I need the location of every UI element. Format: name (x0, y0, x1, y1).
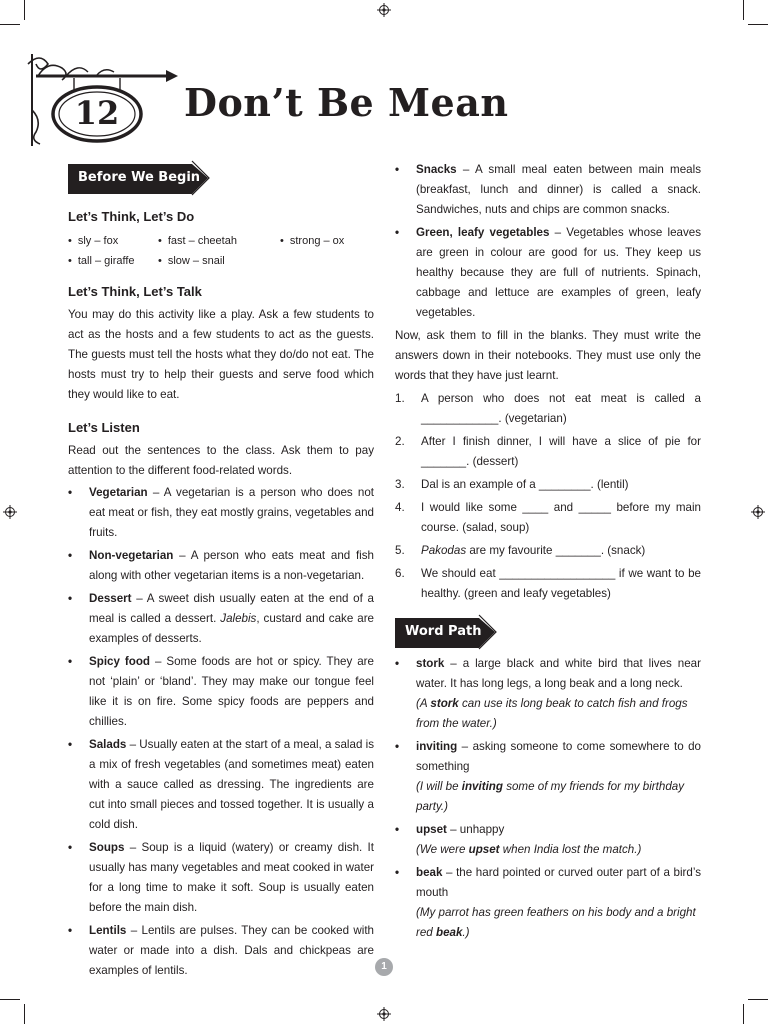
definition: – the hard pointed or curved outer part of a bird’s mouth (416, 866, 701, 899)
word: inviting (416, 740, 458, 753)
vocabulary-list (68, 483, 374, 981)
term: Non-vegetarian (89, 549, 174, 562)
crop-mark (748, 24, 768, 25)
list-item (395, 160, 701, 220)
list-item: • sly – fox (68, 231, 158, 251)
list-item: • fast – cheetah (158, 231, 280, 251)
question-item (395, 564, 701, 604)
question-text: are my favourite _______. (snack) (466, 544, 646, 557)
example-text: can use its long beak to catch fish and frogs from the water.) (416, 697, 688, 730)
definition: – A vegetarian is a person who does not eat meat or fish, they eat mostly grains, vegetables and fruits. (89, 486, 374, 539)
term: Snacks (416, 163, 457, 176)
definition: , custard and cake are examples of desserts. (89, 612, 375, 645)
question-text: I would like some ____ and _____ before my main course. (salad, soup) (421, 501, 701, 534)
section-heading: Let’s Think, Let’s Talk (68, 284, 202, 299)
list-item (395, 654, 701, 734)
example-sentence (416, 777, 701, 817)
term: Spicy food (89, 655, 150, 668)
list-item: • strong – ox (280, 231, 374, 251)
question-number: 6. (395, 567, 405, 580)
registration-mark-icon (751, 505, 765, 519)
list-item (68, 483, 374, 543)
definition: – A sweet dish usually eaten at the end of a meal is called a dessert. (89, 592, 374, 625)
example-text: some of my friends for my birthday party.) (416, 780, 685, 813)
definition: – Vegetables whose leaves are green in colour are good for us. They keep us healthy because they are full of nutrients. Spinach, cabbage and lettuce are examples of green, leafy vegetables. (416, 226, 702, 319)
word-path-banner (395, 614, 701, 650)
registration-mark-icon (3, 505, 17, 519)
fill-in-the-blanks-list (395, 389, 701, 604)
crop-mark (0, 24, 20, 25)
right-column (395, 160, 701, 943)
example-text: (I will be (416, 780, 462, 793)
definition: – Soup is a liquid (watery) or creamy dish. It usually has many vegetables and meat cooked in water for a long time to make it soft. Soup is usually eaten before the main dish. (89, 841, 374, 914)
example-text: (A (416, 697, 431, 710)
question-text: A person who does not eat meat is called a ____________. (vegetarian) (421, 392, 701, 425)
question-italic: Pakodas (421, 544, 467, 557)
chapter-number: 12 (74, 94, 120, 132)
question-item (395, 389, 701, 429)
question-item (395, 432, 701, 472)
question-text: After I finish dinner, I will have a slice of pie for _______. (dessert) (421, 435, 701, 468)
list-item (68, 546, 374, 586)
term: Vegetarian (89, 486, 148, 499)
page-number-badge: 1 (375, 958, 393, 976)
term: Soups (89, 841, 125, 854)
crop-mark (24, 0, 25, 20)
example-text: (My parrot has green feathers on his body and a bright red (416, 906, 696, 939)
example-text: .) (462, 926, 470, 939)
crop-mark (24, 1004, 25, 1024)
chapter-badge (26, 50, 186, 150)
example-word: inviting (461, 780, 503, 793)
banner-label: Before We Begin (78, 170, 201, 185)
before-we-begin-banner (68, 160, 374, 196)
section-heading: Let’s Think, Let’s Do (68, 209, 195, 224)
term: Dessert (89, 592, 132, 605)
example-word: upset (468, 843, 500, 856)
section-heading: Let’s Listen (68, 420, 140, 435)
definition: – a large black and white bird that lives near water. It has long legs, a long beak and a long neck. (416, 657, 701, 690)
question-number: 2. (395, 435, 405, 448)
list-item (68, 652, 374, 732)
vocabulary-list-continued (395, 160, 701, 323)
paragraph: Now, ask them to fill in the blanks. They must write the answers down in their notebooks. They must use only the words that they have just learnt. (395, 329, 701, 382)
definition: – A person who eats meat and fish along with other vegetarian items is a non-vegetarian. (89, 549, 374, 582)
question-text: Dal is an example of a ________. (lentil) (421, 478, 629, 491)
definition: – Some foods are hot or spicy. They are not ‘plain’ or ‘bland’. They may make our tongue feel like it is on fire. Some spicy foods are peppers and chillies. (89, 655, 374, 728)
banner-label: Word Path (405, 624, 482, 639)
list-item (395, 737, 701, 817)
paragraph: You may do this activity like a play. Ask a few students to act as the hosts and a few students to act as the guests. The guests must tell the hosts what they do/do not eat. The hosts must try to help their guests and serve food which they would like to eat. (68, 308, 374, 401)
list-item: • slow – snail (158, 251, 280, 271)
example-sentence (416, 903, 701, 943)
list-item (68, 735, 374, 835)
question-number: 3. (395, 478, 405, 491)
definition: – Lentils are pulses. They can be cooked with water or made into a dish. Dals and chickpeas are examples of lentils. (89, 924, 374, 977)
question-item (395, 541, 701, 561)
registration-mark-icon (377, 1007, 391, 1021)
list-item (395, 863, 701, 943)
list-item: • tall – giraffe (68, 251, 158, 271)
question-number: 4. (395, 501, 405, 514)
term: Salads (89, 738, 127, 751)
question-text: We should eat __________________ if we want to be healthy. (green and leafy vegetables) (421, 567, 701, 600)
question-number: 5. (395, 544, 405, 557)
list-item (395, 820, 701, 860)
example-word: beak (435, 926, 463, 939)
example-text: when India lost the match.) (499, 843, 642, 856)
word: stork (416, 657, 445, 670)
page-title: Don’t Be Mean (184, 80, 509, 125)
list-item (68, 589, 374, 649)
example-text: (We were (416, 843, 469, 856)
paragraph: Read out the sentences to the class. Ask them to pay attention to the different food-related words. (68, 444, 374, 477)
registration-mark-icon (377, 3, 391, 17)
list-item (395, 223, 701, 323)
left-column (68, 160, 374, 981)
definition: – A small meal eaten between main meals (breakfast, lunch and dinner) is called a snack. Sandwiches, nuts and chips are common snacks. (416, 163, 701, 216)
word-path-list (395, 654, 701, 943)
word: beak (416, 866, 443, 879)
definition: – asking someone to come somewhere to do something (416, 740, 701, 773)
question-item (395, 498, 701, 538)
list-item (68, 921, 374, 981)
term: Lentils (89, 924, 127, 937)
example-sentence (416, 840, 701, 860)
crop-mark (748, 999, 768, 1000)
definition-italic: Jalebis (220, 612, 257, 625)
term: Green, leafy vegetables (416, 226, 550, 239)
list-item (68, 838, 374, 918)
word: upset (416, 823, 447, 836)
example-sentence (416, 694, 701, 734)
definition: – unhappy (446, 823, 505, 836)
definition: – Usually eaten at the start of a meal, a salad is a mix of fresh vegetables (and sometimes meat) eaten with a sauce called as dressing. The ingredients are cut into small pieces and tossed together. It is usually a cold dish. (89, 738, 374, 831)
example-word: stork (430, 697, 459, 710)
question-number: 1. (395, 392, 405, 405)
crop-mark (743, 0, 744, 20)
question-item (395, 475, 701, 495)
word-pairs-list (68, 231, 374, 271)
crop-mark (0, 999, 20, 1000)
crop-mark (743, 1004, 744, 1024)
